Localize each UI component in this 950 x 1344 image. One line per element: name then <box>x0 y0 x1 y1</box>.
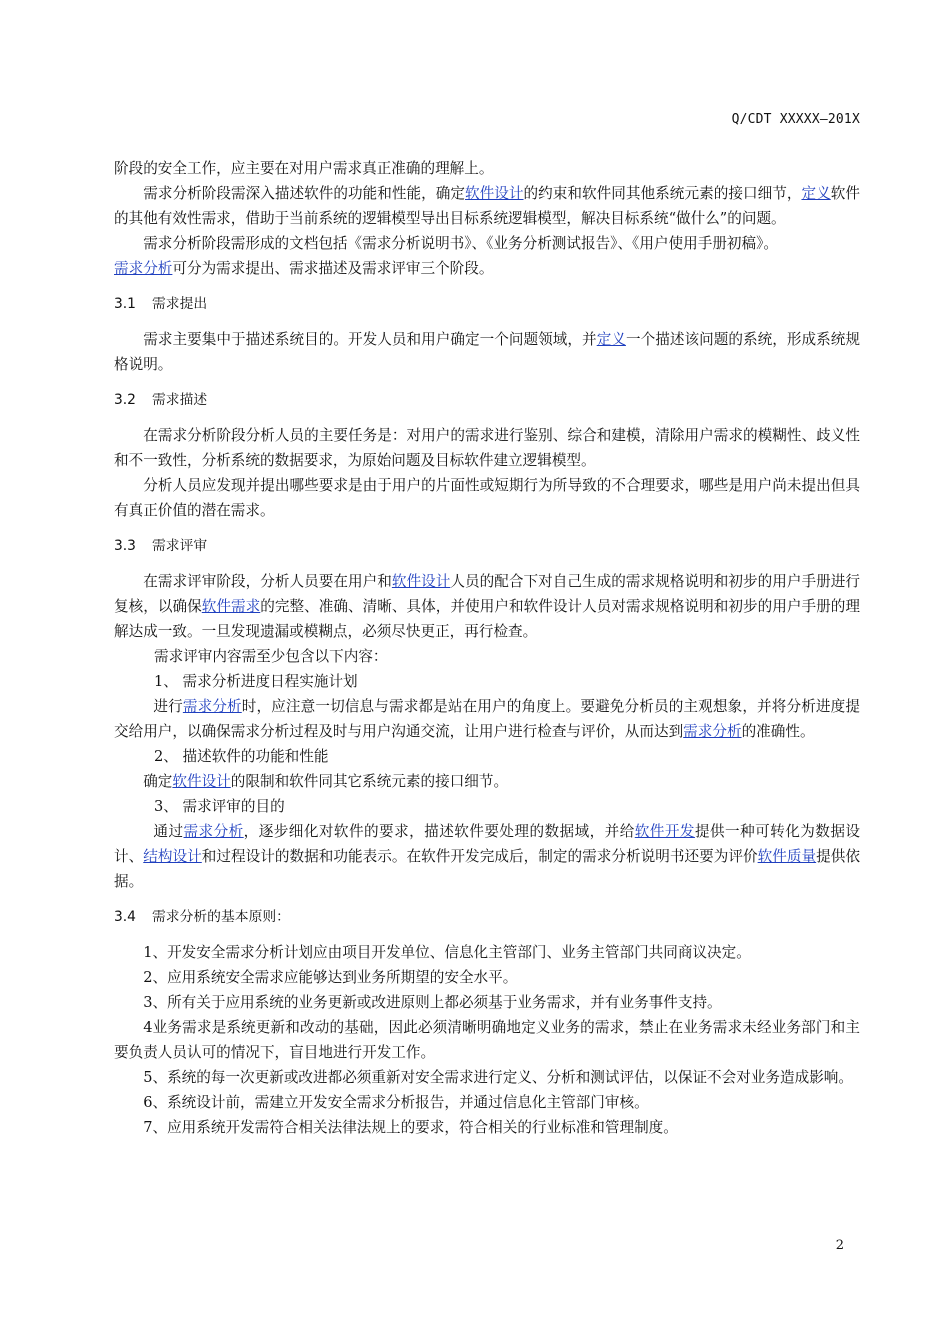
principle-item: 5、系统的每一次更新或改进都必须重新对安全需求进行定义、分析和测试评估，以保证不会对业务造成影响。 <box>143 1069 853 1086</box>
link-software-design[interactable]: 软件设计 <box>391 573 451 590</box>
link-requirements-analysis[interactable]: 需求分析 <box>114 260 173 277</box>
link-structure-design[interactable]: 结构设计 <box>143 848 202 865</box>
link-software-design[interactable]: 软件设计 <box>172 773 231 790</box>
link-definition[interactable]: 定义 <box>596 331 626 348</box>
document-body <box>114 156 860 1140</box>
principle-item: 4业务需求是系统更新和改动的基础，因此必须清晰明确地定义业务的需求，禁止在业务需求未经业务部门和主要负责人员认可的情况下，盲目地进行开发工作。 <box>114 1019 860 1061</box>
link-software-requirements[interactable]: 软件需求 <box>201 598 261 615</box>
paragraph: 进行需求分析时，应注意一切信息与需求都是站在用户的角度上。要避免分析员的主观想象，并将分析进度提交给用户，以确保需求分析过程及时与用户沟通交流，让用户进行检查与评价，从而达到需求分析的准确性。 <box>114 698 860 740</box>
page-number: 2 <box>835 1238 844 1253</box>
link-software-quality[interactable]: 软件质量 <box>757 848 817 865</box>
paragraph: 需求分析可分为需求提出、需求描述及需求评审三个阶段。 <box>114 260 494 277</box>
section-heading-3-2: 3.2 需求描述 <box>114 392 208 408</box>
section-heading-3-1: 3.1 需求提出 <box>114 296 208 312</box>
paragraph: 需求分析阶段需形成的文档包括《需求分析说明书》、《业务分析测试报告》、《用户使用手册初稿》。 <box>143 235 779 252</box>
principle-item: 7、应用系统开发需符合相关法律法规上的要求，符合相关的行业标准和管理制度。 <box>143 1119 678 1136</box>
document-code: Q/CDT XXXXX—201X <box>731 112 860 127</box>
link-software-development[interactable]: 软件开发 <box>634 823 695 840</box>
paragraph: 需求分析阶段需深入描述软件的功能和性能，确定软件设计的约束和软件同其他系统元素的接口细节，定义软件的其他有效性需求，借助于当前系统的逻辑模型导出目标系统逻辑模型，解决目标系统“做什么”的问题。 <box>114 185 860 227</box>
link-requirements-analysis[interactable]: 需求分析 <box>683 723 742 740</box>
paragraph: 需求评审内容需至少包含以下内容： <box>154 648 388 665</box>
link-requirements-analysis[interactable]: 需求分析 <box>183 823 244 840</box>
list-item: 1、 需求分析进度日程实施计划 <box>154 673 358 690</box>
list-item: 3、 需求评审的目的 <box>154 798 285 815</box>
link-definition[interactable]: 定义 <box>801 185 831 202</box>
link-software-design[interactable]: 软件设计 <box>465 185 524 202</box>
principle-item: 2、应用系统安全需求应能够达到业务所期望的安全水平。 <box>143 969 518 986</box>
principle-item: 3、所有关于应用系统的业务更新或改进原则上都必须基于业务需求，并有业务事件支持。 <box>143 994 722 1011</box>
section-heading-3-4: 3.4 需求分析的基本原则： <box>114 909 290 925</box>
paragraph: 确定软件设计的限制和软件同其它系统元素的接口细节。 <box>143 773 509 790</box>
section-heading-3-3: 3.3 需求评审 <box>114 538 208 554</box>
link-requirements-analysis[interactable]: 需求分析 <box>182 698 242 715</box>
paragraph: 阶段的安全工作，应主要在对用户需求真正准确的理解上。 <box>114 160 494 177</box>
principle-item: 1、开发安全需求分析计划应由项目开发单位、信息化主管部门、业务主管部门共同商议决定。 <box>143 944 751 961</box>
paragraph: 需求主要集中于描述系统目的。开发人员和用户确定一个问题领域，并定义一个描述该问题的系统，形成系统规格说明。 <box>114 331 860 373</box>
principle-item: 6、系统设计前，需建立开发安全需求分析报告，并通过信息化主管部门审核。 <box>143 1094 649 1111</box>
paragraph: 分析人员应发现并提出哪些要求是由于用户的片面性或短期行为所导致的不合理要求，哪些是用户尚未提出但具有真正价值的潜在需求。 <box>114 477 860 519</box>
paragraph: 通过需求分析，逐步细化对软件的要求，描述软件要处理的数据域，并给软件开发提供一种可转化为数据设计、结构设计和过程设计的数据和功能表示。在软件开发完成后，制定的需求分析说明书还要为评价软件质量提供依据。 <box>114 823 860 890</box>
paragraph: 在需求分析阶段分析人员的主要任务是：对用户的需求进行鉴别、综合和建模，清除用户需求的模糊性、歧义性和不一致性，分析系统的数据要求，为原始问题及目标软件建立逻辑模型。 <box>114 427 860 469</box>
list-item: 2、 描述软件的功能和性能 <box>154 748 329 765</box>
paragraph: 在需求评审阶段，分析人员要在用户和软件设计人员的配合下对自己生成的需求规格说明和初步的用户手册进行复核，以确保软件需求的完整、准确、清晰、具体，并使用户和软件设计人员对需求规格说明和初步的用户手册的理解达成一致。一旦发现遗漏或模糊点，必须尽快更正，再行检查。 <box>114 573 860 640</box>
